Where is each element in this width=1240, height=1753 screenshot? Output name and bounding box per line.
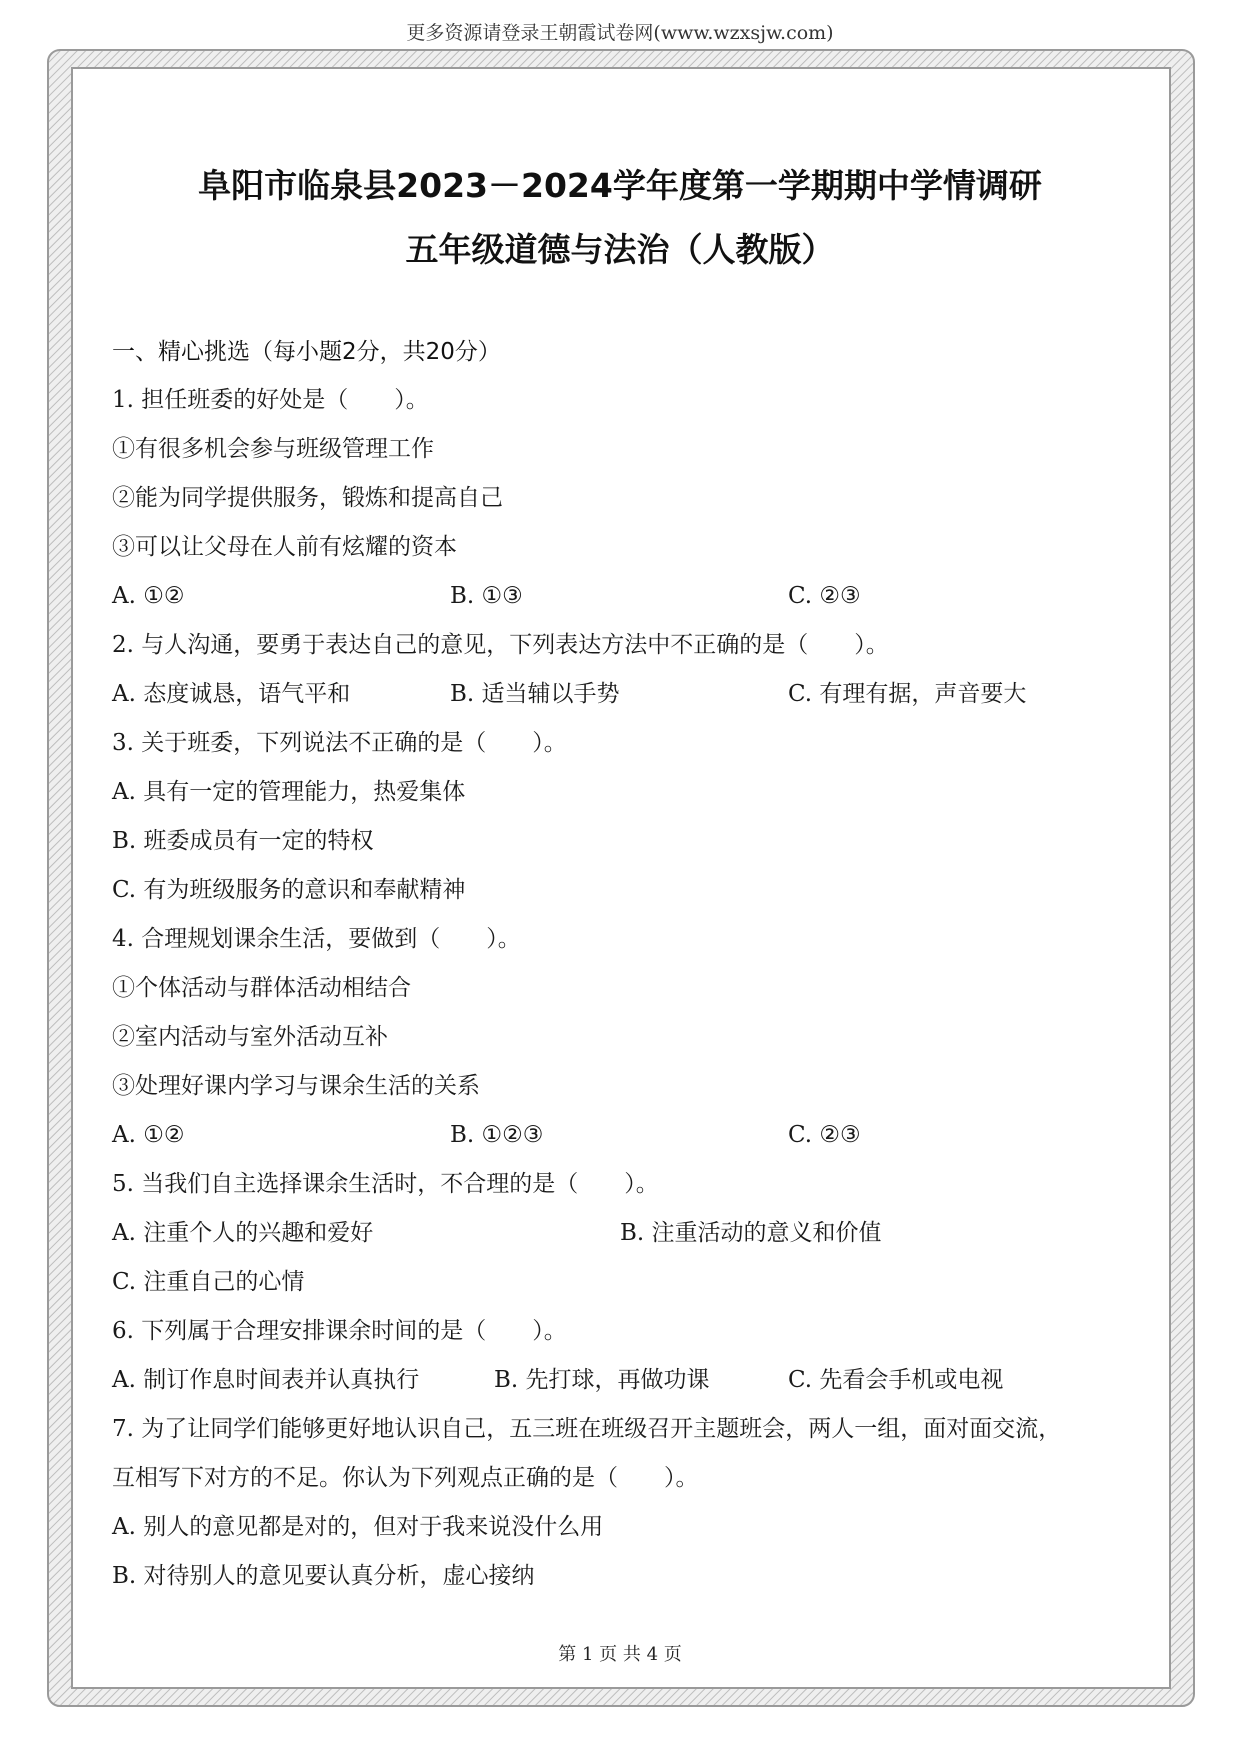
exam-title: 阜阳市临泉县2023－2024学年度第一学期期中学情调研 xyxy=(198,166,1042,205)
option-a: A. 态度诚恳，语气平和 xyxy=(112,681,351,707)
question-7-stem: 7. 为了让同学们能够更好地认识自己，五三班在班级召开主题班会，两人一组，面对面交流， xyxy=(112,1416,1062,1442)
option-a: A. 具有一定的管理能力，热爱集体 xyxy=(112,779,466,805)
question-1-item: ③可以让父母在人前有炫耀的资本 xyxy=(112,534,457,560)
option-a: A. 制订作息时间表并认真执行 xyxy=(112,1367,420,1393)
question-3-stem: 3. 关于班委，下列说法不正确的是（ ）。 xyxy=(112,730,567,756)
question-6-stem: 6. 下列属于合理安排课余时间的是（ ）。 xyxy=(112,1318,567,1344)
question-1-options xyxy=(112,580,1132,629)
question-4-options xyxy=(112,1119,1132,1168)
option-a: A. ①② xyxy=(112,583,185,609)
option-c: C. 先看会手机或电视 xyxy=(788,1367,1004,1393)
source-banner: 更多资源请登录王朝霞试卷网(www.wzxsjw.com) xyxy=(406,22,834,44)
option-b: B. 先打球，再做功课 xyxy=(494,1367,710,1393)
option-c: C. ②③ xyxy=(788,1122,861,1148)
option-b: B. 对待别人的意见要认真分析，虚心接纳 xyxy=(112,1563,535,1589)
question-1-item: ②能为同学提供服务，锻炼和提高自己 xyxy=(112,485,503,511)
option-a: A. 别人的意见都是对的，但对于我来说没什么用 xyxy=(112,1514,604,1540)
option-c: C. 有理有据，声音要大 xyxy=(788,681,1027,707)
question-content xyxy=(112,336,1132,1609)
question-4-item: ①个体活动与群体活动相结合 xyxy=(112,975,411,1001)
option-a: A. 注重个人的兴趣和爱好 xyxy=(112,1220,374,1246)
question-1-stem: 1. 担任班委的好处是（ ）。 xyxy=(112,387,429,413)
question-6-options xyxy=(112,1364,1132,1413)
question-1-item: ①有很多机会参与班级管理工作 xyxy=(112,436,434,462)
option-b: B. 适当辅以手势 xyxy=(450,681,620,707)
page-footer: 第 1 页 共 4 页 xyxy=(558,1644,682,1665)
section-heading: 一、精心挑选（每小题2分，共20分） xyxy=(112,339,501,365)
exam-subtitle: 五年级道德与法治（人教版） xyxy=(405,230,835,269)
question-5-options xyxy=(112,1217,1132,1266)
option-a: A. ①② xyxy=(112,1122,185,1148)
option-c: C. ②③ xyxy=(788,583,861,609)
question-5-stem: 5. 当我们自主选择课余生活时，不合理的是（ ）。 xyxy=(112,1171,659,1197)
option-c: C. 有为班级服务的意识和奉献精神 xyxy=(112,877,466,903)
option-b: B. 班委成员有一定的特权 xyxy=(112,828,374,854)
question-4-item: ②室内活动与室外活动互补 xyxy=(112,1024,388,1050)
question-7-stem-cont: 互相写下对方的不足。你认为下列观点正确的是（ ）。 xyxy=(112,1465,699,1491)
option-b: B. ①③ xyxy=(450,583,523,609)
question-4-item: ③处理好课内学习与课余生活的关系 xyxy=(112,1073,480,1099)
option-b: B. 注重活动的意义和价值 xyxy=(620,1220,882,1246)
option-c: C. 注重自己的心情 xyxy=(112,1269,305,1295)
question-2-options xyxy=(112,678,1132,727)
option-b: B. ①②③ xyxy=(450,1122,544,1148)
question-2-stem: 2. 与人沟通，要勇于表达自己的意见，下列表达方法中不正确的是（ ）。 xyxy=(112,632,889,658)
question-4-stem: 4. 合理规划课余生活，要做到（ ）。 xyxy=(112,926,521,952)
